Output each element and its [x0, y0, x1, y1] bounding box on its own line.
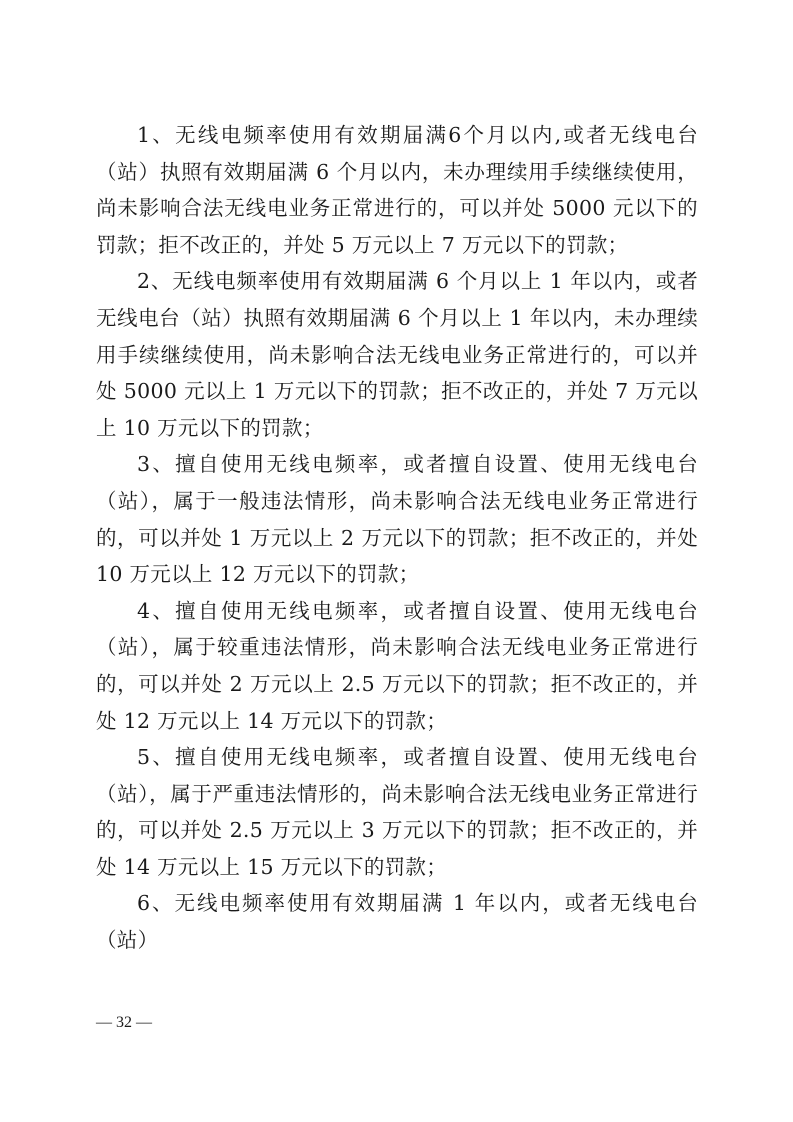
- document-body: [96, 117, 698, 959]
- paragraph-item-1: 1、无线电频率使用有效期届满6个月以内,或者无线电台（站）执照有效期届满 6 个月以内，未办理续用手续继续使用，尚未影响合法无线电业务正常进行的，可以并处 5000 元以下的罚款；拒不改正的，并处 5 万元以上 7 万元以下的罚款；: [96, 123, 698, 257]
- paragraph-item-3: 3、擅自使用无线电频率，或者擅自设置、使用无线电台（站），属于一般违法情形，尚未影响合法无线电业务正常进行的，可以并处 1 万元以上 2 万元以下的罚款；拒不改正的，并处 10 万元以上 12 万元以下的罚款；: [96, 452, 698, 587]
- paragraph-item-5: 5、擅自使用无线电频率，或者擅自设置、使用无线电台（站），属于严重违法情形的，尚未影响合法无线电业务正常进行的，可以并处 2.5 万元以上 3 万元以下的罚款；拒不改正的，并处 14 万元以上 15 万元以下的罚款；: [96, 745, 698, 879]
- page-number: — 32 —: [96, 1014, 152, 1031]
- paragraph-item-4: 4、擅自使用无线电频率，或者擅自设置、使用无线电台（站），属于较重违法情形，尚未影响合法无线电业务正常进行的，可以并处 2 万元以上 2.5 万元以下的罚款；拒不改正的，并处 12 万元以上 14 万元以下的罚款；: [96, 598, 698, 733]
- paragraph-item-2: 2、无线电频率使用有效期届满 6 个月以上 1 年以内，或者无线电台（站）执照有效期届满 6 个月以上 1 年以内，未办理续用手续继续使用，尚未影响合法无线电业务正常进行的，可以并处 5000 元以上 1 万元以下的罚款；拒不改正的，并处 7 万元以上 10 万元以下的罚款；: [96, 269, 698, 440]
- paragraph-item-6: 6、无线电频率使用有效期届满 1 年以内，或者无线电台（站）: [96, 891, 698, 953]
